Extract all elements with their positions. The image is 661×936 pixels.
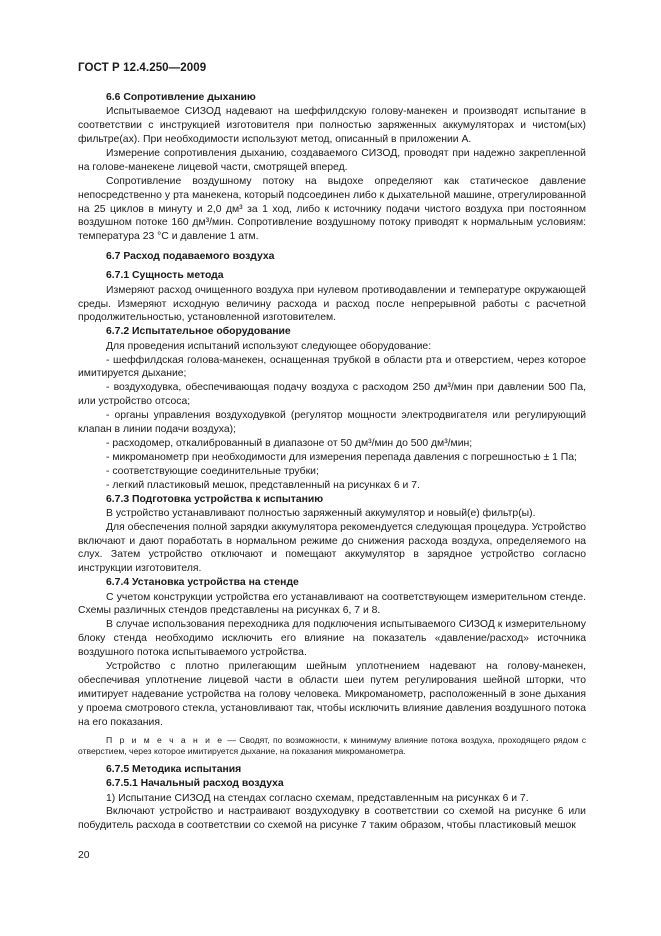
page-number: 20 [78,850,90,861]
body-paragraph: - легкий пластиковый мешок, представленный на рисунках 6 и 7. [106,479,420,491]
section-heading: 6.7 Расход подаваемого воздуха [106,251,275,263]
body-paragraph: - органы управления воздуходувкой (регулятор мощности электродвигателя или регулирующий клапан в линии подачи воздуха); [78,410,586,436]
note-label: П р и м е ч а н и е [106,734,225,745]
section-heading: 6.6 Сопротивление дыханию [106,92,256,103]
section-heading: 6.7.5.1 Начальный расход воздуха [106,778,284,790]
body-paragraph: - микроманометр при необходимости для измерения перепада давления с погрешностью ± 1 Па; [106,451,577,463]
body-paragraph: В устройство устанавливают полностью заряженный аккумулятор и новый(е) фильтр(ы). [106,507,536,519]
section-heading: 6.7.5 Методика испытания [106,764,242,776]
body-paragraph: В случае использования переходника для подключения испытываемого СИЗОД к измерительному блоку стенда необходимо исключить его влияние на показатель «давление/расход» источника воздушного потока испытываемого устройства. [78,619,586,659]
section-heading: 6.7.1 Сущность метода [106,270,224,282]
body-paragraph: Сопротивление воздушному потоку на выдохе определяют как статическое давление непосредственно у рта манекена, который подсоединен либо к дыхательной машине, отрегулированной на 25 циклов в минуту и 2,0 дм³ за 1 ход, либо к источнику подачи чистого воздуха при постоянном воздушном потоке 160 дм³/мин. Сопротивление воздушному потоку приводят к нормальным условиям: температура 23 °С и давление 1 атм. [78,175,586,243]
body-paragraph: - шеффилдская голова-манекен, оснащенная трубкой в области рта и отверстием, через которое имитируется дыхание; [78,354,586,380]
body-paragraph: - воздуходувка, обеспечивающая подачу воздуха с расходом 250 дм³/мин при давлении 500 Па, или устройство отсоса; [78,382,586,408]
document-body [78,91,586,833]
body-paragraph: Для обеспечения полной зарядки аккумулятора рекомендуется следующая процедура. Устройство включают и дают поработать в нормальном режиме до снижения расхода воздуха, определяемого на слух. Затем устройство отключают и помещают аккумулятор в зарядное устройство согласно инструкции изготовителя. [78,521,586,575]
section-heading: 6.7.3 Подготовка устройства к испытанию [106,493,324,505]
note-paragraph [78,735,586,759]
body-paragraph: Измеряют расход очищенного воздуха при нулевом противодавлении и температуре окружающей среды. Измеряют исходную величину расхода и расход после непрерывной работы с расчетной продолжительностью, установленной изготовителем. [78,284,586,324]
body-paragraph: - соответствующие соединительные трубки; [106,465,319,477]
body-paragraph: - расходомер, откалиброванный в диапазоне от 50 дм³/мин до 500 дм³/мин; [106,437,473,449]
body-paragraph: Испытываемое СИЗОД надевают на шеффилдскую голову-манекен и производят испытание в соответствии с инструкцией изготовителя при полностью заряженных аккумуляторах и чистом(ых) фильтре(ах). При необходимости используют метод, описанный в приложении А. [78,106,586,146]
body-paragraph: Устройство с плотно прилегающим шейным уплотнением надевают на голову-манекен, обеспечивая уплотнение лицевой части в области шеи путем регулирования шейной шторки, что имитирует надевание устройства на голову человека. Микроманометр, расположенный в зоне дыхания у проема смотрового стекла, установливают так, чтобы исключить влияние давления воздушного потока на его показания. [78,661,586,728]
section-heading: 6.7.2 Испытательное оборудование [106,326,291,338]
document-header: ГОСТ Р 12.4.250—2009 [78,62,207,74]
note-text: — Сводят, по возможности, к минимуму влияние потока воздуха, проходящего рядом с отверстием, через которое имитируется дыхание, на показания микроманометра. [78,734,587,757]
body-paragraph: Измерение сопротивления дыханию, создаваемого СИЗОД, проводят при надежно закрепленной на голове-манекене лицевой части, смотрящей вперед. [78,147,586,173]
body-paragraph: 1) Испытание СИЗОД на стендах согласно схемам, представленным на рисунках 6 и 7. [106,792,529,804]
section-heading: 6.7.4 Установка устройства на стенде [106,577,299,589]
body-paragraph: Для проведения испытаний используют следующее оборудование: [106,340,432,352]
body-paragraph: Включают устройство и настраивают воздуходувку в соответствии со схемой на рисунке 6 или побудитель расхода в соответствии со схемой на рисунке 7 таким образом, чтобы пластиковый мешок [78,806,586,832]
body-paragraph: С учетом конструкции устройства его устанавливают на соответствующем измерительном стенде. Схемы различных стендов представлены на рисунках 6, 7 и 8. [78,591,586,617]
